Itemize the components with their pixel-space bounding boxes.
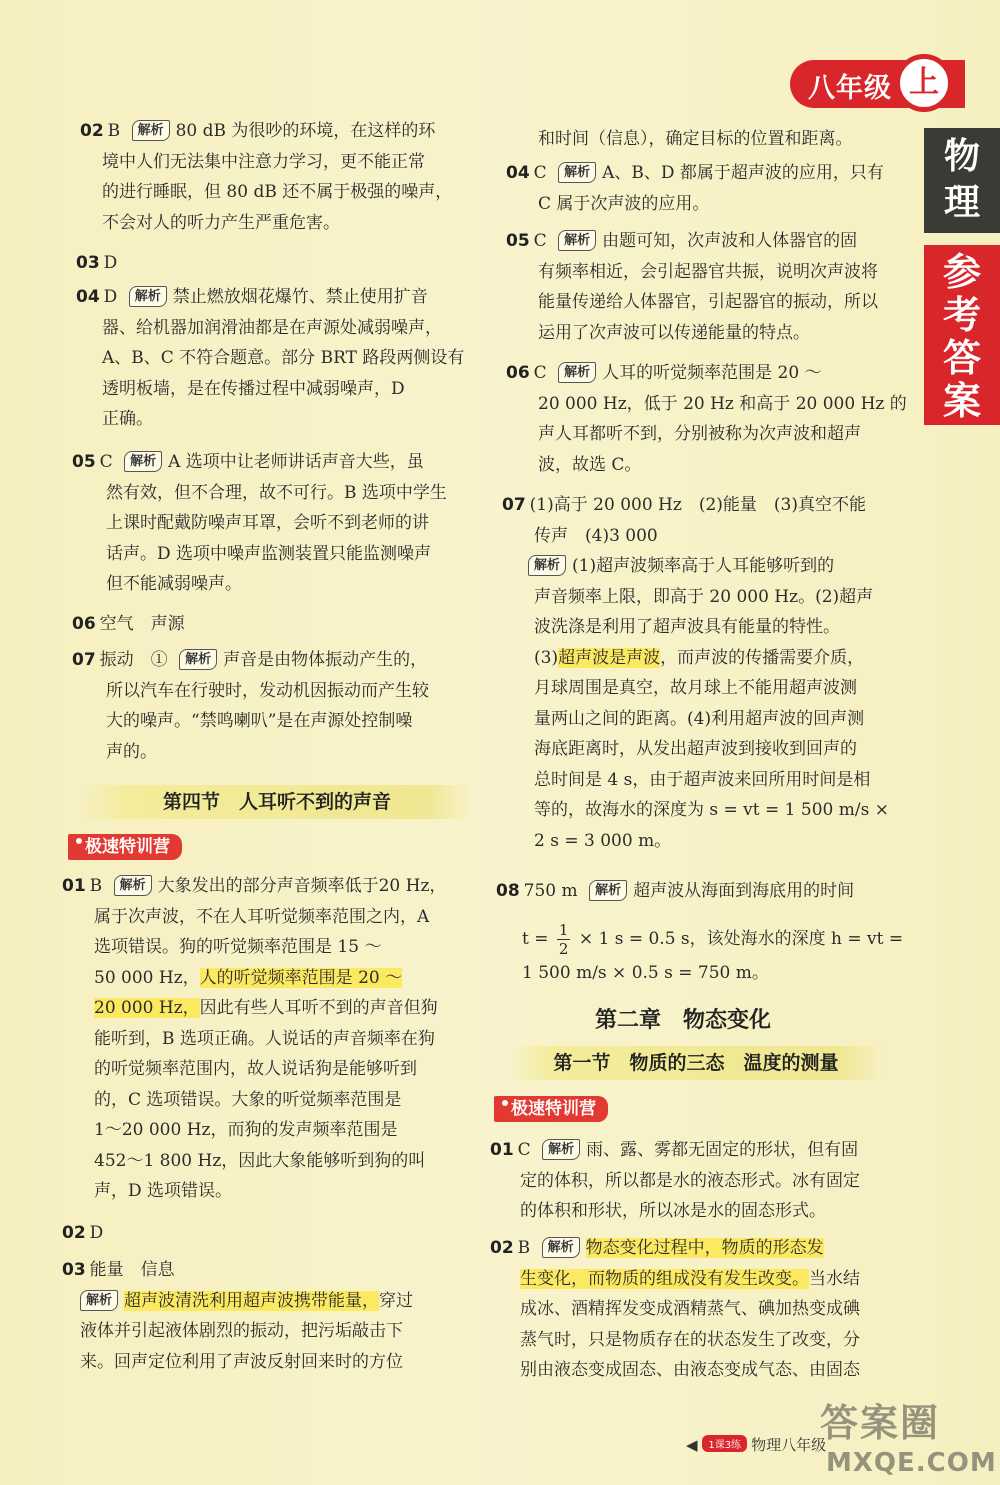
text-line: 有频率相近，会引起器官共振，说明次声波将: [538, 261, 878, 282]
text-line: A 选项中让老师讲话声音大些，虽: [168, 452, 424, 472]
answer: C: [533, 163, 547, 183]
analysis-tag: 解析: [114, 875, 152, 896]
text-line: 来。回声定位利用了声波反射回来时的方位: [80, 1351, 403, 1372]
answer-item: [62, 1218, 103, 1249]
analysis-tag: 解析: [558, 362, 596, 383]
question-number: 03: [62, 1260, 86, 1280]
grade-label: 八年级: [808, 73, 892, 104]
analysis-tag: 解析: [129, 286, 167, 307]
text-line: 运用了次声波可以传递能量的特点。: [538, 322, 810, 343]
answer-item: [62, 871, 490, 1207]
chapter-title: 第二章 物态变化: [595, 1008, 772, 1033]
text-line: 上课时配戴防噪声耳罩，会听不到老师的讲: [106, 513, 429, 533]
text-line: 属于次声波，不在人耳听觉频率范围之内，A: [94, 906, 430, 927]
question-number: 04: [76, 287, 100, 307]
training-camp-label: 极速特训营: [511, 1099, 596, 1119]
fraction-denominator: 2: [558, 939, 569, 958]
formula-line: [496, 921, 903, 958]
answer-item: [506, 358, 918, 480]
answer-item: [62, 1255, 490, 1377]
text-line: ，而声波的传播需要介质，: [660, 647, 865, 668]
question-number: 01: [62, 876, 86, 896]
analysis-tag: 解析: [558, 162, 596, 183]
answer-item: [72, 645, 490, 767]
answer: D: [103, 253, 118, 273]
fraction: [557, 921, 571, 958]
analysis-tag: 解析: [528, 555, 566, 576]
answer: 振动 ①: [99, 650, 168, 670]
text-line: 的体积和形状，所以冰是水的固态形式。: [520, 1201, 826, 1221]
question-number: 03: [76, 253, 100, 273]
text-line: 等的，故海水的深度为 s = vt = 1 500 m/s ×: [534, 800, 889, 820]
text-line: 50 000 Hz，: [94, 967, 200, 988]
text-line: 正确。: [102, 409, 153, 429]
text-line: 1 500 m/s × 0.5 s = 750 m。: [522, 962, 769, 983]
watermark-url: MXQE.COM: [826, 1448, 997, 1478]
answer: B: [517, 1238, 531, 1258]
answer-item: [502, 490, 918, 856]
subject-label: 物理: [943, 136, 980, 223]
text-line: 穿过: [379, 1290, 414, 1311]
dot-icon: [76, 838, 82, 844]
text-line: 器、给机器加润滑油都是在声源处减弱噪声，: [102, 317, 442, 338]
text-line: 的进行睡眠，但 80 dB 还不属于极强的噪声，: [102, 182, 453, 202]
text-line: A、B、D 都属于超声波的应用，只有: [602, 163, 884, 183]
question-number: 04: [506, 163, 530, 183]
text-line: A、B、C 不符合题意。部分 BRT 路段两侧设有: [102, 348, 465, 368]
text-line: 声人耳都听不到，分别被称为次声波和超声: [538, 424, 861, 444]
text-line: 不会对人的听力产生严重危害。: [102, 212, 340, 233]
answer: 空气 声源: [99, 614, 185, 634]
text-line: 波洗涤是利用了超声波具有能量的特性。: [534, 617, 840, 637]
answer-item: [72, 447, 490, 600]
text-line: 透明板墙，是在传播过程中减弱噪声，D: [102, 378, 405, 399]
text-line: 声音频率上限，即高于 20 000 Hz。(2)超声: [534, 586, 874, 607]
text-line: × 1 s = 0.5 s，该处海水的深度 h = vt =: [573, 928, 904, 949]
highlighted-text: 生变化，而物质的组成没有发生改变。: [520, 1268, 809, 1289]
text-line: 声，D 选项错误。: [94, 1181, 233, 1201]
text-line: 量两山之间的距离。(4)利用超声波的回声测: [534, 708, 865, 729]
question-number: 07: [72, 650, 96, 670]
analysis-tag: 解析: [589, 880, 627, 901]
answer: B: [107, 121, 121, 141]
text-line: 雨、露、雾都无固定的形状，但有固: [586, 1140, 859, 1160]
grade-suffix-circle: [895, 54, 953, 112]
answer-item: [490, 1135, 918, 1227]
text-line: 波，故选 C。: [538, 454, 642, 475]
text-line: 禁止燃放烟花爆竹、禁止使用扩音: [172, 287, 428, 307]
answer-item: [76, 282, 490, 435]
question-number: 05: [506, 231, 530, 251]
series-logo: 1课3练: [702, 1435, 747, 1452]
continuation-text: 和时间（信息），确定目标的位置和距离。: [538, 129, 853, 149]
answer-item: [80, 116, 490, 238]
answer: D: [89, 1223, 104, 1243]
answer: (1)高于 20 000 Hz (2)能量 (3)真空不能: [529, 495, 866, 515]
analysis-tag: 解析: [558, 230, 596, 251]
text-line: 所以汽车在行驶时，发动机因振动而产生较: [106, 680, 429, 701]
text-line: 能听到，B 选项正确。人说话的声音频率在狗: [94, 1028, 435, 1049]
arrow-left-icon: ◀: [686, 1436, 698, 1454]
analysis-tag: 解析: [179, 649, 217, 670]
dot-icon: [502, 1100, 508, 1106]
text-line: 别由液态变成固态、由液态变成气态、由固态: [520, 1360, 860, 1380]
answer-item: [506, 158, 918, 219]
text-line: 超声波从海面到海底用的时间: [633, 881, 855, 901]
text-line: 成冰、酒精挥发变成酒精蒸气、碘加热变成碘: [520, 1299, 860, 1319]
fraction-numerator: 1: [558, 920, 569, 939]
text-line: 定的体积，所以都是水的液态形式。冰有固定: [520, 1170, 860, 1191]
answer: C: [517, 1140, 531, 1160]
answer: B: [89, 876, 103, 896]
text-line: 选项错误。狗的听觉频率范围是 15 ～: [94, 937, 382, 957]
subject-tab: [924, 128, 1000, 233]
text-line: 声音是由物体振动产生的，: [223, 650, 428, 670]
text-line: 然有效，但不合理，故不可行。B 选项中学生: [106, 482, 447, 503]
text-line: t =: [522, 928, 554, 949]
text-line: 人耳的听觉频率范围是 20 ～: [602, 363, 822, 383]
answer-tab-label: 参考答案: [942, 250, 981, 423]
analysis-tag: 解析: [542, 1237, 580, 1258]
text-line: 能量传递给人体器官，引起器官的振动，所以: [538, 292, 878, 312]
page-footer: [686, 1434, 826, 1455]
section-title: 第一节 物质的三态 温度的测量: [510, 1046, 882, 1080]
text-line: 话声。D 选项中噪声监测装置只能监测噪声: [106, 543, 432, 564]
text-line: 声的。: [106, 741, 157, 762]
question-number: 06: [506, 363, 530, 383]
text-line: 大象发出的部分声音频率低于20 Hz，: [157, 876, 447, 896]
analysis-tag: 解析: [124, 451, 162, 472]
text-line: 境中人们无法集中注意力学习，更不能正常: [102, 151, 425, 172]
answer-item: [506, 226, 918, 348]
question-number: 08: [496, 881, 520, 901]
answer: 能量 信息: [89, 1260, 175, 1280]
training-camp-banner: [494, 1096, 608, 1122]
watermark-logo: 答案圈: [820, 1401, 941, 1445]
answer: C: [533, 363, 547, 383]
answer-item: [76, 248, 117, 279]
text-line: C 属于次声波的应用。: [538, 193, 710, 214]
highlighted-text: 物态变化过程中，物质的形态发: [585, 1238, 824, 1258]
text-line: 452～1 800 Hz，因此大象能够听到狗的叫: [94, 1150, 426, 1171]
question-number: 02: [62, 1223, 86, 1243]
grade-suffix: 上: [909, 65, 939, 100]
text-line: 蒸气时，只是物质存在的状态发生了改变，分: [520, 1329, 860, 1350]
answer-item: [490, 1233, 918, 1386]
highlighted-text: 超声波清洗利用超声波携带能量，: [124, 1290, 380, 1311]
answer: C: [533, 231, 547, 251]
question-number: 02: [490, 1238, 514, 1258]
footer-text: 物理八年级: [751, 1436, 827, 1454]
text-line: 2 s = 3 000 m。: [534, 830, 672, 851]
analysis-tag: 解析: [80, 1290, 118, 1311]
question-number: 01: [490, 1140, 514, 1160]
text-line: 液体并引起液体剧烈的振动，把污垢敲击下: [80, 1321, 403, 1341]
text-line: 的，C 选项错误。大象的听觉频率范围是: [94, 1089, 402, 1110]
analysis-tag: 解析: [132, 120, 170, 141]
question-number: 07: [502, 495, 526, 515]
answer: D: [103, 287, 118, 307]
highlighted-text: 超声波是声波: [558, 647, 661, 668]
highlighted-text: 人的听觉频率范围是 20 ～: [199, 967, 403, 988]
answer: 传声 (4)3 000: [534, 525, 658, 546]
text-line: 当水结: [809, 1268, 860, 1289]
training-camp-banner: [68, 834, 182, 860]
text-line: 月球周围是真空，故月球上不能用超声波测: [534, 678, 857, 698]
text-line: 80 dB 为很吵的环境，在这样的环: [175, 121, 436, 141]
question-number: 02: [80, 121, 104, 141]
section-title: 第四节 人耳听不到的声音: [82, 785, 472, 819]
text-line: 但不能减弱噪声。: [106, 574, 242, 594]
text-line: 由题可知，次声波和人体器官的固: [602, 231, 858, 251]
answer-tab: [924, 245, 1000, 425]
text-line: (3): [534, 647, 559, 668]
text-line: 大的噪声。“禁鸣喇叭”是在声源处控制噪: [106, 711, 413, 731]
analysis-tag: 解析: [542, 1139, 580, 1160]
answer-item: [72, 609, 185, 640]
answer: 750 m: [523, 881, 578, 901]
text-line: 的听觉频率范围内，故人说话狗是能够听到: [94, 1059, 417, 1079]
text-line: 因此有些人耳听不到的声音但狗: [199, 998, 438, 1018]
question-number: 06: [72, 614, 96, 634]
text-line: 20 000 Hz，低于 20 Hz 和高于 20 000 Hz 的: [538, 393, 907, 414]
text-line: 总时间是 4 s，由于超声波来回所用时间是相: [534, 769, 871, 790]
answer-item: [496, 876, 918, 988]
text-line: 海底距离时，从发出超声波到接收到回声的: [534, 739, 857, 759]
training-camp-label: 极速特训营: [85, 837, 170, 857]
answer: C: [99, 452, 113, 472]
highlighted-text: 20 000 Hz，: [94, 998, 200, 1018]
question-number: 05: [72, 452, 96, 472]
text-line: (1)超声波频率高于人耳能够听到的: [572, 556, 835, 576]
text-line: 1～20 000 Hz，而狗的发声频率范围是: [94, 1120, 398, 1140]
